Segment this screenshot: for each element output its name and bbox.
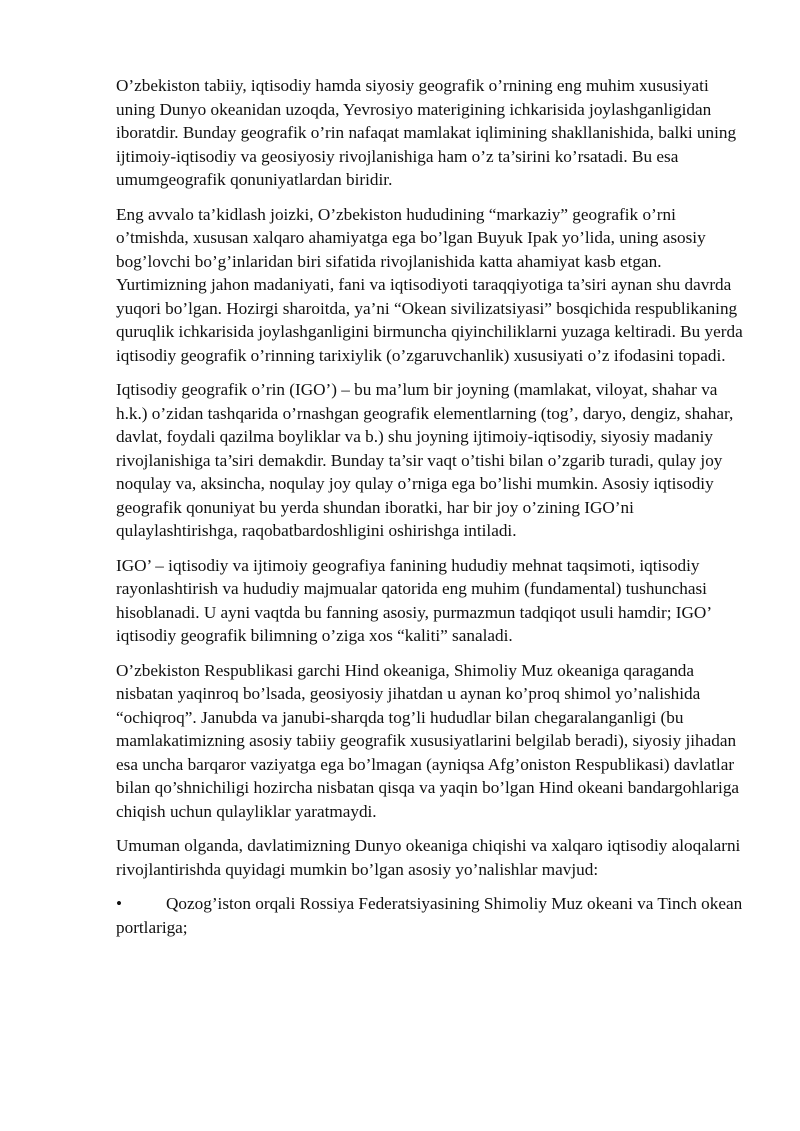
paragraph-directions-intro: Umuman olganda, davlatimizning Dunyo okeaniga chiqishi va xalqaro iqtisodiy aloqalarni rivojlantirishda quyidagi mumkin bo’lgan asosiy yo’nalishlar mavjud:: [116, 836, 741, 879]
paragraph-igo-fundamental: IGO’ – iqtisodiy va ijtimoiy geografiya fanining hududiy mehnat taqsimoti, iqtisodiy rayonlashtirish va hududiy majmualar qatorida eng muhim (fundamental) tushunchasi hisoblanadi. U ayni vaqtda bu fanning asosiy, purmazmun tadqiqot usuli hamdir; IGO’ iqtisodiy geografik bilimning o’ziga xos “kaliti” sanaladi.: [116, 555, 711, 645]
paragraph-central-position: Eng avvalo ta’kidlash joizki, O’zbekiston hududining “markaziy” geografik o’rni o’tmishda, xususan xalqaro ahamiyatga ega bo’lgan Buyuk Ipak yo’lida, uning asosiy bog’lovchi bo’g’inlaridan biri sifatida rivojlanishida katta ahamiyat kasb etgan. Yurtimizning jahon madaniyati, fani va iqtisodiyoti taraqqiyotiga ta’siri aynan shu davrda yuqori bo’lgan. Hozirgi sharoitda, ya’ni “Okean sivilizatsiyasi” bosqichida respublikaning quruqlik ichkarisida joylashganligini birmuncha qiyinchiliklarni yuzaga keltiradi. Bu yerda iqtisodiy geografik o’rinning tarixiylik (o’zgaruvchanlik) xususiyati o’z ifodasini topadi.: [116, 204, 743, 365]
bullet-marker: •: [116, 894, 123, 913]
list-item-text: Qozog’iston orqali Rossiya Federatsiyasining Shimoliy Muz okeani va Tinch okean portlariga;: [116, 894, 743, 937]
paragraph-ocean-access: O’zbekiston Respublikasi garchi Hind okeaniga, Shimoliy Muz okeaniga qaraganda nisbatan yaqinroq bo’lsada, geosiyosiy jihatdan u aynan ko’proq shimol yo’nalishida “ochiqroq”. Janubda va janubi-sharqda tog’li hududlar bilan chegaralanganligi (bu mamlakatimizning asosiy tabiiy geografik xususiyatlarini belgilab beradi), siyosiy jihadan esa uncha barqaror vaziyatga ega bo’lmagan (ayniqsa Afg’oniston Respublikasi) davlatlar bilan qo’shnichiligi hozircha nisbatan qisqa va yaqin bo’lgan Hind okeani bandargohlariga chiqish uchun qulayliklar yaratmaydi.: [116, 660, 740, 821]
paragraph-geographic-position: O’zbekiston tabiiy, iqtisodiy hamda siyosiy geografik o’rnining eng muhim xususiyati uning Dunyo okeanidan uzoqda, Yevrosiyo materigining ichkarisida joylashganligidan iboratdir. Bunday geografik o’rin nafaqat mamlakat iqlimining shakllanishida, balki uning ijtimoiy-iqtisodiy va geosiyosiy rivojlanishiga ham o’z ta’sirini ko’rsatadi. Bu esa umumgeografik qonuniyatlardan biridir.: [116, 76, 737, 189]
paragraph-igo-definition: Iqtisodiy geografik o’rin (IGO’) – bu ma’lum bir joyning (mamlakat, viloyat, shahar va h.k.) o’zidan tashqarida o’rnashgan geografik elementlarning (tog’, daryo, dengiz, shahar, davlat, foydali qazilma boyliklar va b.) shu joyning ijtimoiy-iqtisodiy, siyosiy madaniy rivojlanishiga ta’siri demakdir. Bunday ta’sir vaqt o’tishi bilan o’zgarib turadi, qulay joy noqulay va, aksincha, noqulay joy qulay o’rniga ega bo’lishi mumkin. Asosiy iqtisodiy geografik qonuniyat bu yerda shundan iboratki, har bir joy o’zining IGO’ni qulaylashtirishga, raqobatbardoshligini oshirishga intiladi.: [116, 380, 734, 540]
document-page: [116, 74, 746, 939]
list-item: [116, 892, 746, 939]
